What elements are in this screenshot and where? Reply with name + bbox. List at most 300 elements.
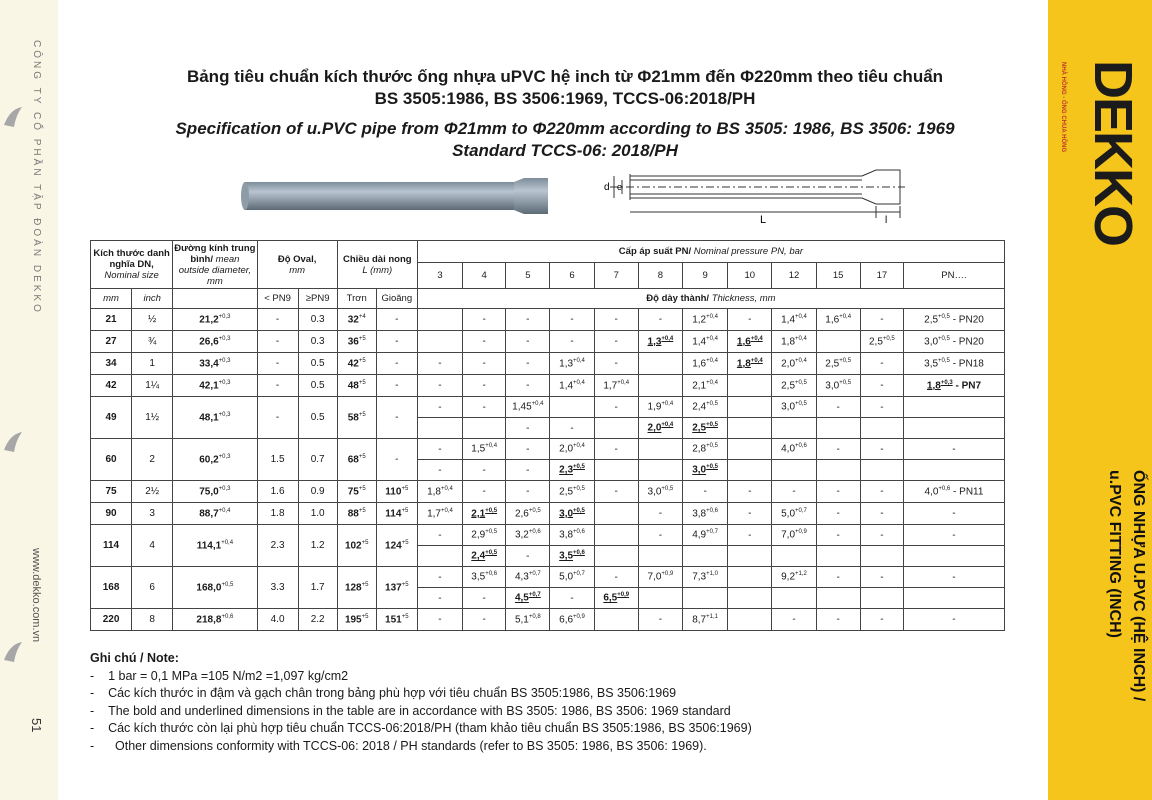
thickness-value: 1,6	[825, 314, 840, 326]
thickness-value: 1,4	[559, 380, 574, 392]
cell-thickness	[594, 439, 638, 460]
cell-thickness	[728, 481, 772, 503]
thickness-value: 2,0	[559, 443, 574, 455]
cell-thickness	[816, 588, 860, 609]
company-name-vertical: CÔNG TY CỔ PHẦN TẬP ĐOÀN DEKKO	[31, 40, 42, 315]
tolerance: +0,5	[661, 485, 674, 492]
cell-thickness	[860, 567, 903, 588]
dolphin-decoration-icon	[2, 430, 24, 456]
cell-length-plain	[337, 331, 376, 353]
dolphin-decoration-icon	[2, 640, 24, 666]
cell-thickness	[772, 375, 816, 397]
subheader-thickness-vn: Độ dày thành/	[646, 293, 710, 304]
cell-outside-diameter	[173, 397, 257, 439]
cell-thickness	[860, 546, 903, 567]
cell-thickness	[506, 418, 550, 439]
cell-length-plain	[337, 309, 376, 331]
cell-thickness	[638, 309, 682, 331]
note-text: 1 bar = 0,1 MPa =105 N/m2 =1,097 kg/cm2	[108, 668, 349, 683]
logo-tagline: NHÀ HỒNG - ỐNG CHUA HỒNG	[1060, 62, 1066, 153]
thickness-value: 1,6	[692, 358, 707, 370]
thickness-value: -	[438, 380, 442, 391]
cell-thickness	[594, 353, 638, 375]
pn-level-header: 9	[683, 263, 728, 289]
thickness-value: 4,0	[781, 443, 796, 455]
cell-thickness	[816, 460, 860, 481]
header-nominal-size	[91, 241, 173, 289]
thickness-value: 6,5	[603, 592, 618, 604]
od-tolerance: +0,3	[218, 335, 231, 342]
cell-length-gasket: -	[395, 454, 399, 465]
tolerance: +0,4	[531, 401, 544, 408]
thickness-value: -	[526, 380, 530, 391]
tolerance: +0,7	[528, 592, 541, 599]
thickness-value: -	[952, 443, 956, 455]
cell-thickness	[903, 353, 1004, 375]
cell-oval-lt: -	[275, 358, 280, 369]
cell-thickness	[683, 567, 728, 588]
cell-mm: 49	[105, 412, 117, 423]
cell-thickness	[903, 525, 1004, 546]
cell-oval-ge-pn9	[298, 609, 337, 631]
cell-length-plain: 68	[347, 454, 359, 466]
cell-oval-ge-pn9	[298, 439, 337, 481]
thickness-value: 2,3	[559, 464, 574, 476]
cell-thickness	[638, 525, 682, 546]
cell-length-plain: 36	[347, 336, 359, 348]
header-oval-vn: Độ Oval,	[277, 253, 317, 265]
cell-oval-lt-pn9	[257, 353, 298, 375]
od-tolerance: +0,6	[221, 613, 234, 620]
thickness-value: 6,6	[559, 614, 574, 626]
cell-length-gasket	[376, 609, 417, 631]
thickness-value: -	[880, 486, 884, 497]
pn-level-header: 3	[417, 263, 462, 289]
cell-thickness	[550, 525, 594, 546]
cell-thickness	[638, 331, 682, 353]
cell-oval-ge-pn9	[298, 397, 337, 439]
cell-oval-ge-pn9	[298, 567, 337, 609]
cell-oval-lt-pn9	[257, 309, 298, 331]
cell-length-gasket	[376, 567, 417, 609]
cell-inch: 2	[149, 454, 155, 465]
od-tolerance: +0,5	[221, 581, 234, 588]
tolerance: +0,7	[573, 571, 585, 578]
cell-thickness	[463, 353, 506, 375]
cell-thickness	[860, 481, 903, 503]
thickness-value: -	[836, 443, 840, 455]
header-nominal-size-vn: Kích thước danh nghĩa DN,	[93, 248, 170, 270]
cell-thickness	[594, 503, 638, 525]
cell-thickness	[816, 309, 860, 331]
cell-thickness	[903, 546, 1004, 567]
thickness-value: -	[614, 571, 618, 583]
cell-length-plain: 195	[344, 614, 362, 626]
subheader-mm: mm	[91, 289, 132, 309]
cell-thickness	[816, 503, 860, 525]
cell-nominal-mm	[91, 503, 132, 525]
thickness-value: -	[614, 314, 618, 325]
dekko-logo: DEKKO	[1083, 60, 1143, 246]
cell-thickness	[506, 567, 550, 588]
pn-level-header: 10	[728, 263, 772, 289]
table-row	[91, 481, 1005, 503]
cell-outside-diameter	[173, 481, 257, 503]
cell-thickness	[550, 503, 594, 525]
cell-oval-ge: 0.5	[310, 380, 325, 391]
cell-oval-ge: 0.5	[310, 412, 325, 423]
thickness-value: -	[880, 443, 884, 455]
cell-length-gasket: -	[395, 314, 399, 325]
cell-thickness	[903, 503, 1004, 525]
pn-note: - PN18	[952, 358, 984, 370]
thickness-value: -	[880, 314, 884, 325]
thickness-value: -	[438, 571, 442, 583]
cell-thickness	[594, 331, 638, 353]
tolerance: +0,6	[573, 529, 585, 536]
thickness-value: 4,9	[692, 529, 707, 541]
cell-thickness	[728, 525, 772, 546]
cell-thickness	[816, 418, 860, 439]
cell-thickness	[506, 353, 550, 375]
gasket-tolerance: +5	[401, 613, 409, 620]
cell-thickness	[550, 418, 594, 439]
thickness-value: 5,0	[781, 508, 796, 520]
header-length-vn: Chiều dài nong	[342, 253, 412, 265]
cell-length-plain: 75	[347, 486, 359, 498]
thickness-value: -	[880, 529, 884, 541]
tolerance: +0,5	[485, 507, 498, 514]
cell-thickness	[463, 567, 506, 588]
tolerance: +0,9	[573, 613, 585, 620]
tolerance: +0,5	[795, 401, 807, 408]
cell-thickness	[683, 439, 728, 460]
cell-nominal-inch	[132, 309, 173, 331]
thickness-value: -	[880, 358, 884, 369]
cell-thickness	[506, 481, 550, 503]
header-outside-diameter	[173, 241, 257, 289]
cell-thickness	[728, 418, 772, 439]
cell-mm: 42	[105, 380, 117, 391]
cell-thickness	[903, 397, 1004, 418]
tolerance: +0,4	[440, 507, 453, 514]
header-od-en: mean outside diameter, mm	[178, 253, 252, 287]
length-tolerance: +5	[358, 411, 366, 418]
thickness-value: -	[836, 614, 840, 625]
cell-nominal-inch	[132, 331, 173, 353]
thickness-value: -	[952, 508, 956, 519]
cell-thickness	[816, 439, 860, 460]
cell-od: 48,1	[199, 412, 219, 424]
cell-thickness	[463, 525, 506, 546]
subheader-oval-ge-pn9: ≥PN9	[298, 289, 337, 309]
thickness-value: -	[748, 529, 752, 541]
cell-mm: 60	[105, 454, 117, 465]
cell-length-gasket	[376, 439, 417, 481]
od-tolerance: +0,3	[218, 453, 231, 460]
header-length-unit: L (mm)	[362, 264, 393, 276]
thickness-value: -	[526, 464, 530, 476]
cell-inch: 6	[149, 582, 155, 593]
cell-oval-ge-pn9	[298, 331, 337, 353]
tolerance: +1,2	[795, 571, 807, 578]
cell-thickness	[816, 397, 860, 418]
thickness-value: -	[703, 486, 707, 497]
tolerance: +0,9	[661, 571, 674, 578]
cell-thickness	[417, 397, 462, 418]
cell-thickness	[463, 609, 506, 631]
title-vietnamese	[90, 66, 1040, 110]
cell-thickness	[728, 309, 772, 331]
cell-od: 33,4	[199, 358, 219, 370]
cell-nominal-mm	[91, 397, 132, 439]
cell-thickness	[903, 481, 1004, 503]
notes-heading: Ghi chú / Note:	[90, 651, 179, 665]
cell-thickness	[638, 375, 682, 397]
cell-length-gasket	[376, 375, 417, 397]
pn-level-header: 12	[772, 263, 816, 289]
length-tolerance: +5	[358, 485, 366, 492]
thickness-value: -	[438, 443, 442, 455]
pn-level-header: 6	[550, 263, 594, 289]
thickness-value: 2,1	[471, 508, 486, 520]
cell-outside-diameter	[173, 567, 257, 609]
cell-oval-lt: 1.5	[270, 454, 285, 465]
spec-table	[90, 240, 1005, 631]
cell-thickness	[772, 609, 816, 631]
cell-mm: 21	[105, 314, 117, 325]
thickness-value: -	[658, 508, 663, 519]
thickness-value: 1,8	[427, 486, 441, 498]
note-text: Other dimensions conformity with TCCS-06: 2018 / PH standards (refer to BS 3505: 1986, BS 3506: 1969).	[115, 738, 707, 753]
thickness-value: -	[748, 486, 752, 497]
thickness-value: 2,9	[471, 529, 486, 541]
cell-thickness	[772, 481, 816, 503]
cell-thickness	[683, 588, 728, 609]
cell-thickness	[816, 567, 860, 588]
cell-oval-ge-pn9	[298, 481, 337, 503]
cell-thickness	[550, 353, 594, 375]
tolerance: +0,4	[750, 335, 763, 342]
tolerance: +1,0	[706, 571, 718, 578]
cell-thickness	[772, 331, 816, 353]
category-title-en: u.PVC FITTING (INCH)	[1106, 470, 1123, 638]
cell-outside-diameter	[173, 609, 257, 631]
tolerance: +0,5	[938, 313, 950, 320]
cell-thickness	[638, 567, 682, 588]
cell-nominal-mm	[91, 609, 132, 631]
header-oval	[257, 241, 337, 289]
thickness-value: -	[570, 422, 574, 434]
thickness-value: 1,3	[559, 358, 574, 370]
cell-thickness	[463, 546, 506, 567]
thickness-value: -	[526, 422, 530, 434]
cell-thickness	[683, 309, 728, 331]
cell-thickness	[683, 418, 728, 439]
cell-thickness	[903, 567, 1004, 588]
note-item: - The bold and underlined dimensions in the table are in accordance with BS 3505: 1986, BS 3506: 1969 standard	[90, 703, 731, 718]
gasket-tolerance: +5	[401, 581, 409, 588]
cell-nominal-mm	[91, 481, 132, 503]
tolerance: +0,4	[839, 313, 852, 320]
cell-length-gasket	[376, 503, 417, 525]
tolerance: +0,4	[750, 357, 763, 364]
subheader-plain: Trơn	[337, 289, 376, 309]
cell-thickness	[638, 460, 682, 481]
subheader-inch: inch	[132, 289, 173, 309]
thickness-value: -	[482, 314, 486, 325]
category-title-vn: ỐNG NHỰA U.PVC (HỆ INCH) /	[1130, 470, 1147, 702]
cell-thickness	[728, 460, 772, 481]
cell-thickness	[506, 525, 550, 546]
cell-thickness	[683, 481, 728, 503]
pipe-technical-drawing	[600, 166, 920, 230]
thickness-value: 5,1	[514, 614, 529, 626]
cell-thickness	[506, 588, 550, 609]
thickness-value: -	[482, 614, 486, 625]
cell-thickness	[860, 525, 903, 546]
pipe-photo	[240, 176, 552, 216]
cell-nominal-inch	[132, 567, 173, 609]
thickness-value: 2,5	[559, 486, 574, 498]
cell-oval-ge: 0.9	[310, 486, 325, 497]
cell-thickness	[683, 503, 728, 525]
tolerance: +0,4	[573, 443, 585, 450]
cell-thickness	[638, 353, 682, 375]
cell-inch: 8	[149, 614, 155, 625]
cell-thickness	[463, 309, 506, 331]
cell-thickness	[506, 397, 550, 418]
tolerance: +0,4	[440, 485, 453, 492]
cell-thickness	[417, 525, 462, 546]
od-tolerance: +0,3	[218, 485, 231, 492]
thickness-value: 2,5	[924, 314, 939, 326]
cell-thickness	[860, 418, 903, 439]
cell-thickness	[550, 460, 594, 481]
cell-mm: 27	[105, 336, 117, 347]
pn-note: - PN7	[955, 380, 982, 392]
cell-thickness	[417, 353, 462, 375]
cell-thickness	[728, 588, 772, 609]
cell-inch: 1	[149, 358, 155, 369]
thickness-value: 3,5	[559, 550, 574, 562]
cell-thickness	[463, 481, 506, 503]
tolerance: +0,4	[661, 401, 674, 408]
cell-oval-ge-pn9	[298, 353, 337, 375]
cell-mm: 168	[102, 582, 120, 593]
thickness-value: 2,4	[692, 401, 707, 413]
cell-nominal-mm	[91, 567, 132, 609]
thickness-value: 3,0	[781, 401, 796, 413]
thickness-value: -	[836, 571, 840, 583]
cell-thickness	[860, 353, 903, 375]
notes-section	[90, 650, 1030, 755]
cell-length-plain	[337, 567, 376, 609]
tolerance: +0,4	[706, 335, 718, 342]
cell-od: 114,1	[196, 540, 222, 552]
thickness-value: -	[658, 529, 663, 541]
length-tolerance: +5	[358, 335, 366, 342]
table-row	[91, 439, 1005, 460]
cell-mm: 75	[105, 486, 117, 497]
note-text: The bold and underlined dimensions in the table are in accordance with BS 3505: 1986, BS 3506: 1969 standard	[108, 703, 731, 718]
cell-thickness	[417, 309, 462, 331]
thickness-value: 1,2	[692, 314, 707, 326]
thickness-value: -	[526, 443, 530, 455]
cell-thickness	[550, 567, 594, 588]
tolerance: +0,5	[485, 529, 498, 536]
cell-thickness	[594, 460, 638, 481]
cell-thickness	[594, 567, 638, 588]
pn-level-header: 7	[594, 263, 638, 289]
cell-length-plain: 58	[347, 412, 359, 424]
cell-oval-lt-pn9	[257, 439, 298, 481]
thickness-value: 2,0	[647, 422, 662, 434]
cell-nominal-mm	[91, 525, 132, 567]
thickness-value: 7,3	[692, 571, 707, 583]
gasket-tolerance: +5	[401, 539, 409, 546]
page-number: 51	[29, 718, 44, 733]
header-pressure-class	[417, 241, 1004, 263]
cell-thickness	[506, 309, 550, 331]
cell-od: 168,0	[196, 582, 222, 594]
cell-thickness	[463, 331, 506, 353]
thickness-value: -	[482, 336, 486, 347]
cell-outside-diameter	[173, 525, 257, 567]
cell-thickness	[550, 609, 594, 631]
thickness-value: -	[438, 614, 442, 625]
cell-thickness	[683, 397, 728, 418]
tolerance: +0,5	[573, 507, 585, 514]
pn-level-header: 8	[638, 263, 682, 289]
cell-oval-ge-pn9	[298, 525, 337, 567]
drawing-label-l: l	[885, 215, 888, 226]
cell-thickness	[772, 525, 816, 546]
thickness-value: -	[438, 401, 442, 413]
thickness-value: 3,5	[471, 571, 486, 583]
length-tolerance: +4	[358, 313, 366, 320]
pn-level-header: 4	[463, 263, 506, 289]
thickness-value: 3,2	[514, 529, 529, 541]
tolerance: +0,5	[938, 335, 950, 342]
table-row	[91, 503, 1005, 525]
cell-thickness	[683, 609, 728, 631]
cell-length-gasket: -	[395, 336, 399, 347]
cell-oval-lt-pn9	[257, 481, 298, 503]
cell-thickness	[463, 375, 506, 397]
cell-thickness	[816, 609, 860, 631]
tolerance: +0,5	[528, 507, 541, 514]
cell-oval-lt: 1.8	[270, 508, 285, 519]
gasket-tolerance: +5	[401, 507, 409, 514]
thickness-value: -	[482, 486, 486, 497]
cell-oval-lt: 3.3	[270, 582, 285, 593]
table-row	[91, 309, 1005, 331]
cell-nominal-mm	[91, 331, 132, 353]
thickness-value: -	[482, 592, 486, 604]
od-tolerance: +0,4	[221, 539, 234, 546]
tolerance: +0,5	[706, 464, 718, 471]
subheader-gasket: Gioăng	[376, 289, 417, 309]
cell-thickness	[728, 567, 772, 588]
thickness-value: -	[614, 443, 618, 455]
cell-thickness	[728, 375, 772, 397]
header-od-vn: Đường kính trung bình/	[174, 242, 256, 265]
cell-nominal-mm	[91, 353, 132, 375]
cell-thickness	[683, 353, 728, 375]
cell-thickness	[506, 331, 550, 353]
header-socket-length	[337, 241, 417, 289]
